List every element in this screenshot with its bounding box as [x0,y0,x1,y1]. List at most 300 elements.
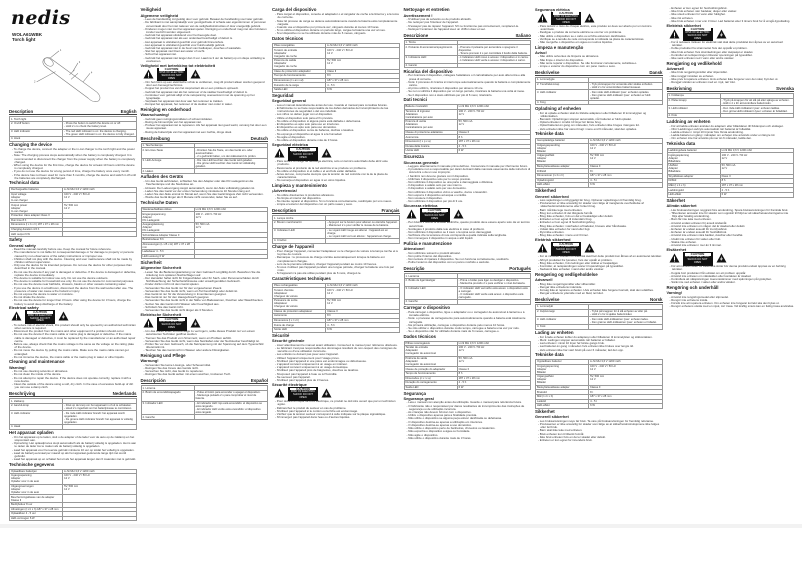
bullet-item: - Prüfen Sie vor dem Gebrauch, ob die Netzspannung mit der Spannung auf dem Typenschild übereinstimmt. [144,343,269,349]
table-cell: Classe de protection adaptateur [273,309,326,314]
bullet-item: - Kontroller, at netspændingen svarer til spændingen på typeskiltet. [538,265,663,268]
bullet-item: - No utilice el dispositivo si alguna pieza está dañada o defectuosa. [275,120,400,123]
subsection-heading: Allmän säkerhet [666,203,697,209]
subsection-heading: Generell sikkerhet [535,414,569,420]
table-cell: Batterie ricaricabili [404,104,457,109]
subsection-heading: Elsäkerhet [666,246,687,252]
table-row [536,100,663,105]
table-cell: - Press the button to switch the device on or off. - Hold 2 s to check the battery level. [63,122,136,130]
table-cell: Dimensions (l x b x h) 187 x 37 x 28 mm [10,223,63,228]
table-row [141,212,268,223]
table-row [10,474,137,485]
bullet-item: - Scollegare il prodotto dalla rete elettrica in caso di problemi. [407,228,532,231]
bullet-item: - Läs bruksanvisningen noggrant före användning. Spara bruksanvisningen för framtida bruk. [670,209,795,212]
bullet-item: - El dispositivo es apto solo para uso doméstico. [275,126,400,129]
bullet-item: - Verwenden Sie das Gerät nicht in der Nähe von Badewannen, Duschen oder Waschbecken. [144,299,269,302]
bullet-item: - Dompel het apparaat, het netsnoer of de stekker niet onder in water. [144,103,269,106]
table-row [404,55,531,63]
bullet-item: - Använd inte rengöringsmedel eller slipmedel. [670,296,795,299]
bullet-item: - Koppel het product los van het stopcontact als er een probleem optreedt. [144,87,269,90]
table-row [667,113,794,118]
table-cell [589,100,662,105]
section-header [9,109,137,115]
subsection-heading: Seguridad eléctrica [272,141,308,147]
bullet-item: - No utilice el dispositivo si el cable o el enchufe están dañados. [275,170,400,173]
table-row [273,239,400,244]
section-language: Norsk [650,297,663,303]
section-heading: Rengöring och underhåll [666,284,719,290]
table-cell: 187 x 37 x 28 mm [589,173,662,178]
table-cell: 4. Haak [10,425,63,430]
table-cell: 5V, 500 mA 12 V [326,298,399,309]
bullet-item: - Om het apparaat op te laden, sluit u de adapter of de lader voor de auto op de zaklamp en het stopcontact aan. [12,436,137,442]
caution-title: CAUTION [27,311,53,314]
table-cell: 100 V - 240 V / 50 Hz 12 V [63,474,136,485]
bullet-item: - Utilize o dispositivo apenas para a finalidade prevista. [407,414,532,417]
product-name: Torch light [12,37,36,43]
bullet-item: - Lisez attentivement le manuel avant utilisation. Conservez le manuel pour référence ultérieure. [275,344,400,347]
section-header [535,70,663,76]
bullet-item: - Laad de batterij eenmaal per maand op als het apparaat gedurende lange tijd niet wordt gebruikt. [12,452,137,458]
section-heading: Technische Daten [140,199,178,205]
bullet-item: - If you use the device in a bathroom, disconnect the device from the wall socket after use. The presence of water can cause a fire hazard or injury. [12,287,137,293]
table-cell: Tempo de funcionamento [404,371,457,376]
table-row [10,122,137,130]
bullet-list [535,336,663,352]
table-cell: 1. Torcia [404,40,457,45]
section-heading: Caractéristiques techniques [272,275,331,281]
table-cell: Inngangsspenning Adapter Billader [536,364,589,375]
table-cell: Schutzklasse Adapter Klasse II [141,233,194,238]
table-row [141,401,268,415]
bullet-item: - Verificare che la tensione di rete corrisponda a quella indicata sulla targhetta. [407,234,532,237]
bullet-item: - Kontrollera att nätspänningen överensstämmer med spänningen på typskylten. [670,278,795,281]
section-heading: Sicurezza [403,154,424,160]
bullet-item: - To reduce risk of electric shock, this product should only be opened by an authorized technician when service is required. [12,324,137,330]
bullet-item: - Gebruik het apparaat niet als een onderdeel beschadigd of defect is. [144,37,269,40]
product-diagram-image [9,44,137,106]
bullet-item: - Si no utiliza el dispositivo durante un periodo largo, cargue la batería una vez al mes. [275,29,400,32]
bullet-item: - Lea el manual detenidamente antes del uso. Guarde el manual para consultas futuras. [275,104,400,107]
bullet-item: - Produsenten er ikke ansvarlig for skader som følge av at sikkerhetsinstruksjonene ikke følges eller feil bruk. [538,423,663,429]
table-cell: Tensión de entrada Adaptador Cargador de coche [273,48,326,59]
table-row [141,158,268,169]
section-language: Dansk [649,70,663,76]
table-cell: 5V, 500 mA 12 V [194,222,267,233]
bullet-item: - N'utilisez pas l'appareil si le cordon ou la fiche est endommagé. [275,410,400,413]
table-cell: Klasse II [589,385,662,390]
bullet-list [141,180,269,199]
bullet-item: - De fabrikant is niet aansprakelijk voor gevolgschade of schade aan eigendommen of personen veroorzaakt door het niet naleven van de veiligheidsinstructies of door oneigenlijk gebruik. [144,21,269,27]
bullet-item: - Lors de la première utilisation, chargez l'appareil pendant au moins 10 heures. [275,263,400,266]
bullet-list [272,344,400,382]
table-row [667,106,794,114]
bullet-item: - Utilizzare il dispositivo solo per lo scopo previsto. [407,178,532,181]
bullet-item: - Não limpe o interior do dispositivo. [538,59,663,62]
bullet-item: - N'utilisez pas l'appareil plus de 3 heures. [275,379,400,382]
bullet-item: - Do not shake the device. [12,296,137,299]
table-cell: LED-effekt [536,404,589,409]
section-heading: Cleaning and maintenance [9,359,65,365]
table-row [141,169,268,174]
spec-table [9,469,137,522]
table-cell: 187 x 37 x 28 mm [457,376,530,381]
table-row [10,137,137,142]
bullet-item: - Koble produktet fra strømnettet hvis det oppstår et problem. [670,47,795,50]
table-cell: Clase de protección adaptador [273,69,326,74]
bullet-item: - Desligue o produto da corrente elétrica se ocorrer um problema. [538,31,663,34]
table-cell: Rechargeable batteries [10,188,63,193]
bullet-list [667,265,795,284]
table-cell: Klass II [720,174,793,179]
subsection-heading: Seguridad general [272,98,306,104]
bullet-item: - Reinig de buitenzijde van het apparaat met een zachte, droge doek. [144,131,269,134]
bullet-item: - Versuchen Sie nicht, das Gerät zu reparieren. [144,370,269,373]
bullet-item: - Não utilize o dispositivo se o cabo ou a ficha estiverem danificados. [538,35,663,38]
table-row [404,63,531,68]
bullet-item: - Controleer voor gebruik altijd of de netspanning overeenkomt met de spanning op het typeplaatje. [144,94,269,100]
bullet-item: - Udsæt ikke enheden for vand eller fugt. [538,228,663,231]
caution-text: RISK OF ELECTRIC SHOCK DO NOT OPEN [291,389,315,399]
bullet-item: - N'essayez pas de réparer l'appareil. S'il ne fonctionne pas correctement, remplacez-le. [407,25,532,28]
bullet-item: - Do not use the device near bathtubs, showers, basins or other vessels containing water. [12,283,137,286]
bullet-list [9,148,137,180]
table-cell: 4. Krog [536,100,589,105]
page-column [667,7,795,522]
section-heading: Carga del dispositivo [272,7,317,13]
subsection-heading: Elektrisk sikkerhet [666,22,701,28]
bullet-list [404,74,532,96]
table-cell: - Tryck på knappen för att slå på eller stänga av enheten. - Håll in 2 s för att kontrollera batterinivån. [720,98,793,106]
spec-table [535,77,663,105]
bullet-item: - Ikke rist enheten. [670,17,795,20]
table-cell: Uteffekt Adapter Billaddare [667,163,720,174]
section-title: Beschrijving [9,391,36,397]
table-cell: 8 h [457,371,530,376]
bullet-item: - Não exponha o dispositivo a água ou humidade. [407,430,532,433]
bullet-item: - L'appareil convient uniquement à un usage en intérieur. [275,363,400,366]
table-cell: 5V, 500 mA 12 V [589,375,662,386]
bullet-item: - Bruk enheten kun til tiltenkt formål. [538,433,663,436]
bullet-item: - Limpe o exterior do dispositivo com um pano macio e seco. [538,65,663,68]
bullet-list [667,125,795,141]
bullet-item: - Wurde das Gerät länger als 6 Monate nicht verwendet, laden Sie es auf. [144,196,269,199]
bullet-item: - Non scuotere il dispositivo. [407,197,532,200]
subsection-heading: Algemene veiligheid [140,12,179,18]
bullet-item: - Lees de handleiding zorgvuldig door voor gebruik. Bewaar de handleiding voor later gebruik. [144,18,269,21]
bullet-item: - Ikke bruk enheten i mer enn 3 timer. Lad batteriet etter 3 timers bruk for å unngå dyputlading. [670,20,795,23]
bullet-item: - Na primeira utilização, carregue o dispositivo durante pelo menos 10 horas. [407,324,532,327]
bullet-item: - Brug ikke enheden i mere end 3 timer. [538,234,663,237]
subsection-heading: Sécurité électrique [272,381,307,387]
table-cell: 5V, 500 mA 12 V [63,203,136,214]
bullet-item: - Pulire l'esterno del dispositivo con un panno morbido e asciutto. [407,261,532,264]
section-header [9,391,137,397]
table-row [141,415,268,420]
table-cell: 1. Lanterna [404,274,457,279]
bullet-list [404,401,532,439]
section-language: Italiano [515,32,531,38]
bullet-item: - Merk: Ladingen stopper automatisk når batteriet er fulladet. [538,339,663,342]
table-cell: Dimensioner (l x b x h) [536,173,589,178]
table-cell: 2. Aan/uit-knop [10,403,63,411]
section-language: Español [250,378,268,384]
bullet-item: - No limpie el interior del dispositivo. [275,197,400,200]
bullet-item: - Before use, always check that the mains voltage is the same as the voltage on the rating plate of the device. [12,343,137,349]
bullet-item: - Leggere attentamente il manuale prima dell'uso. Conservare il manuale per riferimento futuro. [407,165,532,168]
section-heading: Pulizia e manutenzione [403,240,452,246]
bullet-list [404,18,532,31]
subsection-heading: Sicurezza generale [403,159,439,165]
section-language: Nederlands [112,391,137,397]
section-heading: Datos técnicos [272,36,304,41]
table-row [536,183,663,188]
table-cell: 4. Crochet [273,239,326,244]
bullet-item: - Do not attempt to repair the device. If the device does not operate correctly, replace it with a new device. [12,377,137,383]
table-cell: - O indicador LED vermelho está aceso: o dispositivo está a carregar. - O indicador LED verde está aceso: o dispositivo está carregado. [457,286,530,300]
table-row [141,242,268,250]
page-column [9,7,137,522]
bullet-item: - Verplaats het apparaat niet door aan het netsnoer te trekken. [144,100,269,103]
subsection-heading: Advarsel! [535,277,553,283]
bullet-item: - Verwenden Sie das Gerät nicht länger als 3 Stunden. [144,309,269,312]
table-cell: - Prima o botão para ligar ou desligar o dispositivo. - Mantenha premido 2 s para verificar o nível da bateria. [457,278,530,286]
table-cell: 2. Botón de encendido/apagado [141,391,194,402]
bullet-item: - Om enheten inte har använts på mer än 6 månader, ladda den. [670,137,795,140]
page-column [404,7,532,522]
table-cell: LED-effekt [667,192,720,197]
section-title: Beschreibung [140,135,170,141]
bullet-item: - Se il dispositivo non è stato utilizzato per più di 6 mesi, ricaricarlo. [407,94,532,97]
bullet-item: - For å lade enheten kobler du adapteren eller billaderen til lommelykten og stikkontakten. [538,336,663,339]
section-title: Descrizione [403,32,429,38]
table-cell: 4 - 5 h [326,83,399,88]
spec-table [141,143,269,174]
section-language: Português [509,266,531,272]
section-title: Beskrivelse [535,70,560,76]
bullet-item: - Pour charger l'appareil, connectez l'adaptateur ou le chargeur de voiture à la lampe torche et à la prise de courant. [275,250,400,256]
subsection-heading: Varning! [666,290,683,296]
table-cell [63,495,136,503]
section-heading: Nettoyage et entretien [403,7,450,13]
bullet-item: - Använd inte enheten i mer än 3 timmar. [670,244,795,247]
bullet-item: - Nettoyez l'extérieur de l'appareil avec un chiffon doux et sec. [407,28,532,31]
table-cell: 4 - 5 t [589,178,662,183]
caution-label [406,209,532,220]
caution-label [537,13,663,24]
bullet-item: - Não mergulhe o dispositivo em água ou noutros líquidos. [538,41,663,44]
section-heading: Changing the device [9,142,52,148]
caution-text: RISK OF ELECTRIC SHOCK DO NOT OPEN [28,313,52,323]
bullet-item: - No utilice el dispositivo durante más de 3 horas. [275,139,400,142]
bullet-item: - Non utilizzare il dispositivo se una parte è danneggiata o difettosa. [407,181,532,184]
subsection-heading: Advarsel! [666,66,685,72]
bullet-item: - Laad het apparaat op en schakel het uit als het apparaat langer dan 6 maanden niet is gebruikt. [12,458,137,461]
table-cell: 1. Zaklamp [10,399,63,404]
bullet-item: - Para cargar el dispositivo, conecte el adaptador o el cargador de coche a la linterna y a la toma de corriente. [275,13,400,19]
table-cell: Pilas recargables [273,43,326,48]
table-cell: Salida LED [273,87,326,92]
table-cell: Classe di protezione adattatore [404,130,457,135]
table-cell: Wiederaufladbare Akkus [141,207,194,212]
bullet-item: - El dispositivo es apto solo para uso en interiores. [275,123,400,126]
table-row [667,153,794,164]
table-cell: 2. Pulsante di accensione/spegnimento [404,45,457,56]
section-header [272,208,400,214]
section-header [667,86,795,92]
bullet-item: - Não utilize o dispositivo perto de banheiras, chuveiros ou lavatórios. [407,427,532,430]
bullet-item: - Les enfants ne doivent pas jouer avec l'appareil. [275,353,400,356]
bullet-item: - Verwenden Sie das Gerät nicht, wenn das Netzkabel oder der Netzstecker beschädigt ist. [144,340,269,343]
bullet-item: - Nota: o processo de carregamento para automaticamente quando a bateria está totalmente carregada. [407,317,532,323]
table-cell [63,232,136,237]
spec-table [404,341,532,391]
table-row [667,163,794,174]
table-cell: 187 x 37 x 28 mm [720,183,793,188]
spec-table [404,40,532,68]
bullet-list [272,160,400,182]
table-row [273,327,400,332]
bullet-list [667,209,795,247]
subsection-heading: Waarschuwing! [140,112,170,118]
caution-text: RISK OF ELECTRIC SHOCK DO NOT OPEN [291,150,315,159]
table-cell: 100 V - 240 V / 50 Hz 12 V [589,143,662,154]
table-cell: 187 x 37 x 28 mm [326,78,399,83]
table-row [273,87,400,92]
bullet-item: - För att minska risken för elektriska stötar bör denna produkt endast öppnas av en behörig tekniker. [670,265,795,271]
table-cell: Output power Adapter In-car charger [10,203,63,214]
table-row [10,484,137,495]
table-row [404,300,531,305]
table-row [536,90,663,101]
bullet-item: - Non tentare di riparare il dispositivo. Se non funziona correttamente, sostituirlo. [407,258,532,261]
bullet-item: - Brug ikke enheden i nærheden af badekar, brusere eller håndvaske. [538,225,663,228]
page-column [272,7,400,522]
table-row [10,403,137,411]
section-heading: Tekniska data [666,141,696,146]
table-row [10,129,137,137]
subsection-heading: Allgemeine Sicherheit [140,265,182,271]
table-cell: Beskyttelsesklasse adapter [536,385,589,390]
bullet-item: - Barn får inte leka med enheten. [670,218,795,221]
table-row [404,278,531,286]
table-cell: Potência de saída Adaptador Carregador de automóvel [404,356,457,367]
bullet-item: - Si vous n'utilisez pas l'appareil pendant une longue période, chargez la batterie une fois par mois. [275,266,400,272]
table-cell: 3. Indicador LED [404,286,457,300]
bullet-item: - Desconecte el producto de la red eléctrica si se produce un problema. [275,167,400,170]
table-cell: Dimensions (l x l x h) [273,318,326,323]
bullet-item: - No utilice disolventes ni productos abrasivos. [275,194,400,197]
bullet-item: - Do not clean the inside of the device. [12,373,137,376]
bullet-list [9,248,137,306]
table-cell: LED-vermogen 6 W [10,516,63,521]
bullet-item: - Reinigen Sie das Innere des Geräts nicht. [144,367,269,370]
table-cell: Drifttid [667,179,720,184]
bullet-item: - No agite el dispositivo. [275,136,400,139]
table-cell: Saída LED [404,385,457,390]
bullet-item: - Laden Sie das Gerät vor der ersten Verwendung mindestens 10 Stunden lang auf. [144,190,269,193]
bullet-item: - Het apparaat is uitsluitend geschikt voor gebruik binnenshuis. [144,41,269,44]
table-cell: Classe II [457,130,530,135]
section-heading: Rengøring og vedligeholdelse [535,271,598,277]
table-row [10,203,137,214]
table-cell: 8 t [589,169,662,174]
section-language: Deutsch [250,135,268,141]
table-cell: Utgangseffekt Adapter Billader [536,375,589,386]
table-cell: - Le voyant LED rouge est allumé : l'appareil est en charge. - Le voyant LED vert est allumé : l'appareil est chargé. [326,228,399,239]
caution-title: CAUTION [685,253,711,256]
bullet-item: - Ikke rengjør innsiden av enheten. [670,75,795,78]
table-cell: Li-Ni MH 3,6 V 1200 mAh [326,283,399,288]
bullet-list [667,71,795,84]
section-heading: Technical data [9,180,40,186]
section-heading: Dados técnicos [403,333,436,339]
table-cell: 5V, 500 mA 12 V [720,163,793,174]
table-cell: Tiempo de funcionamiento [273,74,326,79]
bullet-list [272,400,400,419]
table-cell: Genopladelige batterier [536,138,589,143]
table-cell: Li-Ni MH 3,6 V 1200 mAh [194,207,267,212]
bullet-item: - No intente reparar el dispositivo. Si no funciona correctamente, sustitúyalo por uno nuevo. [275,200,400,203]
table-row [667,192,794,197]
caution-label [274,148,400,159]
table-cell: Li-Ni MH 3,6 V 1200 mAh [326,43,399,48]
table-row [536,309,663,317]
table-cell [589,324,662,329]
table-cell: - Tryk på knappen for at tænde eller slukke enheden. - Hold 2 s for at kontrollere batteriniveauet. [589,82,662,90]
bullet-item: - Il dispositivo è adatto solo per uso interno. [407,184,532,187]
subsection-heading: Aviso! [535,50,547,55]
bullet-item: - I bambini non devono giocare con il dispositivo. [407,175,532,178]
table-cell: Classe de proteção do adaptador [404,367,457,372]
bullet-item: - Gebruik het apparaat niet als het netsnoer of de stekker beschadigd of defect is. [144,91,269,94]
bullet-item: - Hvis enheden ikke har været brugt i mere end 6 måneder, skal den oplades. [538,128,663,131]
bullet-list [272,104,400,142]
bullet-item: - Do not use the device if any part is damaged or defective. If the device is damaged or defective, replace the device immediately. [12,271,137,277]
bullet-item: - Ne secouez pas l'appareil. [275,376,400,379]
bullet-list [141,81,269,107]
bullet-item: - För att ladda enheten ansluter du adaptern eller billaddaren till ficklampan och eluttaget. [670,125,795,128]
bullet-item: - Rengjør utsiden av enheten med en myk, tørr klut. [670,81,795,84]
spec-table [141,385,269,419]
bullet-item: - Ikke utsett enheten for vann eller fuktighet. [670,13,795,16]
table-cell [326,239,399,244]
table-row [273,288,400,299]
table-cell [457,63,530,68]
table-row [273,228,400,239]
table-cell: - De rode LED-indicator brandt: het apparaat wordt opgeladen. - De groene LED-indicator brandt: het apparaat is volledig opgeladen. [63,411,136,425]
table-row [536,364,663,375]
spec-table [9,116,137,141]
bullet-item: - Il dispositivo è adatto solo per uso domestico. [407,187,532,190]
caution-title: CAUTION [685,28,711,31]
subsection-heading: Warning! [9,364,26,370]
bullet-list [535,255,663,271]
bullet-item: - Opmerking: Het oplaadproces stopt automatisch als de batterij volledig is opgeladen. Het is aan te raden de lader los te maken als de batterij volledig is opgeladen. [12,442,137,448]
table-cell: 187 x 37 x 28 mm [457,139,530,144]
bullet-item: - Gebruik het apparaat niet langer dan 3 uur. Laad na 3 uur de batterij op om diepe ontlading te voorkomen. [144,57,269,63]
bullet-item: - The device is suitable for household use only. Do not use the device for commercial purposes. [12,280,137,283]
table-cell [194,242,267,250]
bullet-item: - Laden Sie den Akku einmal im Monat auf, wenn Sie das Gerät längere Zeit nicht verwenden. [144,193,269,196]
bullet-item: - Enheten är endast avsedd för hushållsbruk. [670,231,795,234]
table-row [273,58,400,69]
table-cell: 6 W [326,327,399,332]
section-heading: Dati tecnici [403,97,427,103]
section-language: Français [381,208,400,214]
subsection-heading: Sicurezza elettrica [403,202,438,208]
table-cell: Durata della ricarica [404,144,457,149]
